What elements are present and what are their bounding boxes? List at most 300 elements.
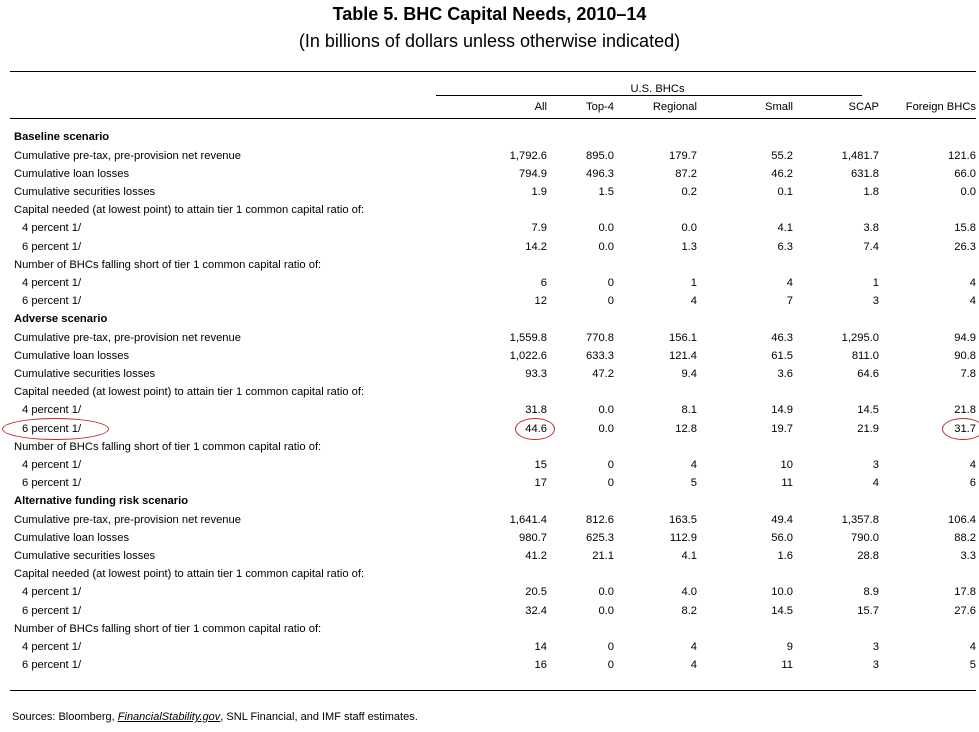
- cell-top-4: [547, 147, 614, 165]
- section-header-row: [10, 310, 976, 328]
- row-label: [10, 456, 436, 474]
- cell-all: [436, 147, 547, 165]
- cell-value: 93.3: [525, 368, 547, 381]
- subheading-row: [10, 201, 976, 219]
- row-label-text: Cumulative loan losses: [14, 167, 130, 180]
- cell-value: 46.2: [771, 167, 793, 180]
- cell-value: 10.0: [771, 586, 793, 599]
- row-label-text: 6 percent 1/: [22, 240, 82, 253]
- cell-foreign-bhcs: [879, 219, 976, 237]
- cell-value: 14.5: [857, 404, 879, 417]
- cell-value: 17: [534, 477, 547, 490]
- cell-value: 56.0: [771, 531, 793, 544]
- cell-top-4: [547, 219, 614, 237]
- cell-top-4: [547, 547, 614, 565]
- cell-top-4: [547, 474, 614, 492]
- cell-value: 7: [786, 295, 793, 308]
- cell-regional: [614, 365, 697, 383]
- subheading-row: [10, 620, 976, 638]
- table-subtitle: (In billions of dollars unless otherwise indicated): [298, 31, 681, 51]
- table-row: [10, 347, 976, 365]
- table-row: [10, 638, 976, 656]
- cell-scap: [793, 638, 879, 656]
- cell-value: 0.0: [960, 186, 976, 199]
- section-header-row: [10, 128, 976, 146]
- cell-value: 106.4: [948, 513, 976, 526]
- cell-value: 4: [872, 477, 879, 490]
- cell-scap: [793, 401, 879, 419]
- row-subheading: Capital needed (at lowest point) to attain tier 1 common capital ratio of:: [14, 568, 365, 581]
- cell-small: [697, 219, 793, 237]
- cell-foreign-bhcs: [879, 583, 976, 601]
- row-label-text: 6 percent 1/: [22, 420, 81, 438]
- table-body: [10, 128, 976, 674]
- sources-footnote: [12, 711, 418, 723]
- cell-top-4: [547, 274, 614, 292]
- column-header: All: [534, 101, 547, 114]
- column-header: Small: [765, 101, 793, 114]
- cell-value: 55.2: [771, 149, 793, 162]
- cell-small: [697, 329, 793, 347]
- cell-scap: [793, 292, 879, 310]
- cell-value: 4.1: [681, 550, 697, 563]
- cell-all: [436, 547, 547, 565]
- row-label: [10, 274, 436, 292]
- cell-top-4: [547, 365, 614, 383]
- cell-value: 811.0: [851, 349, 879, 362]
- cell-value: 87.2: [675, 167, 697, 180]
- cell-value: 1.5: [598, 186, 614, 199]
- cell-value: 14: [534, 641, 547, 654]
- row-label-text: 4 percent 1/: [22, 277, 82, 290]
- capital-needs-table: [10, 80, 976, 675]
- cell-top-4: [547, 656, 614, 674]
- cell-scap: [793, 602, 879, 620]
- row-subheading: Capital needed (at lowest point) to attain tier 1 common capital ratio of:: [14, 386, 365, 399]
- cell-all: [436, 274, 547, 292]
- cell-value: 1,481.7: [841, 149, 879, 162]
- cell-value: 1,295.0: [841, 331, 879, 344]
- cell-value: 812.6: [586, 513, 614, 526]
- row-subheading: Number of BHCs falling short of tier 1 common capital ratio of:: [14, 440, 322, 453]
- cell-value: 0.1: [777, 186, 793, 199]
- cell-value: 12.8: [675, 422, 697, 435]
- cell-scap: [793, 183, 879, 201]
- cell-scap: [793, 656, 879, 674]
- table-row: [10, 365, 976, 383]
- cell-foreign-bhcs: [879, 329, 976, 347]
- sources-prefix: Sources: Bloomberg,: [12, 711, 118, 723]
- cell-top-4: [547, 401, 614, 419]
- cell-value: 15.7: [857, 604, 879, 617]
- cell-regional: [614, 583, 697, 601]
- row-subheading: Number of BHCs falling short of tier 1 common capital ratio of:: [14, 258, 322, 271]
- cell-scap: [793, 529, 879, 547]
- cell-value: 790.0: [851, 531, 879, 544]
- cell-value: 9: [786, 641, 793, 654]
- cell-top-4: [547, 583, 614, 601]
- cell-top-4: [547, 529, 614, 547]
- cell-all: [436, 456, 547, 474]
- cell-scap: [793, 329, 879, 347]
- cell-value: 1,792.6: [509, 149, 547, 162]
- cell-value: 4.1: [777, 222, 793, 235]
- row-label: [10, 292, 436, 310]
- cell-value: 3: [872, 641, 879, 654]
- cell-regional: [614, 547, 697, 565]
- cell-value: 10: [780, 459, 793, 472]
- cell-value: 895.0: [586, 149, 614, 162]
- cell-value: 0: [607, 477, 614, 490]
- cell-value: 14.9: [771, 404, 793, 417]
- cell-value: 44.6: [525, 420, 547, 438]
- row-label: [10, 219, 436, 237]
- table-row: [10, 238, 976, 256]
- cell-value: 20.5: [525, 586, 547, 599]
- cell-foreign-bhcs: [879, 292, 976, 310]
- cell-scap: [793, 547, 879, 565]
- cell-value: 6.3: [777, 240, 793, 253]
- cell-value: 156.1: [669, 331, 697, 344]
- subheading-row: [10, 256, 976, 274]
- cell-small: [697, 292, 793, 310]
- cell-small: [697, 165, 793, 183]
- cell-value: 4: [969, 295, 976, 308]
- cell-foreign-bhcs: [879, 401, 976, 419]
- cell-value: 0.0: [598, 422, 614, 435]
- cell-all: [436, 365, 547, 383]
- cell-value: 0: [607, 459, 614, 472]
- cell-value: 7.4: [863, 240, 879, 253]
- cell-foreign-bhcs: [879, 238, 976, 256]
- row-label-text: 4 percent 1/: [22, 222, 82, 235]
- section-title: Adverse scenario: [14, 313, 108, 326]
- row-label: [10, 183, 436, 201]
- cell-scap: [793, 238, 879, 256]
- cell-foreign-bhcs: [879, 547, 976, 565]
- cell-value: 0.0: [598, 222, 614, 235]
- table-row: [10, 401, 976, 419]
- cell-all: [436, 238, 547, 256]
- cell-value: 1,022.6: [509, 349, 547, 362]
- table-row: [10, 583, 976, 601]
- cell-all: [436, 656, 547, 674]
- cell-scap: [793, 347, 879, 365]
- cell-value: 0.0: [598, 604, 614, 617]
- cell-value: 1,559.8: [509, 331, 547, 344]
- cell-small: [697, 365, 793, 383]
- cell-small: [697, 420, 793, 438]
- cell-value: 31.8: [525, 404, 547, 417]
- column-header-row: [10, 98, 976, 116]
- cell-value: 7.9: [531, 222, 547, 235]
- cell-all: [436, 529, 547, 547]
- cell-regional: [614, 420, 697, 438]
- cell-top-4: [547, 292, 614, 310]
- row-label: [10, 238, 436, 256]
- cell-value: 770.8: [586, 331, 614, 344]
- row-label-text: 6 percent 1/: [22, 659, 82, 672]
- cell-value: 0.0: [598, 586, 614, 599]
- cell-value: 1.3: [681, 240, 697, 253]
- cell-regional: [614, 329, 697, 347]
- row-label-text: Cumulative pre-tax, pre-provision net revenue: [14, 513, 241, 526]
- cell-scap: [793, 583, 879, 601]
- cell-scap: [793, 165, 879, 183]
- cell-value: 0.0: [598, 404, 614, 417]
- cell-all: [436, 602, 547, 620]
- cell-value: 3: [872, 295, 879, 308]
- cell-value: 90.8: [954, 349, 976, 362]
- column-header: Foreign BHCs: [905, 101, 976, 114]
- row-label-text: Cumulative loan losses: [14, 531, 130, 544]
- cell-value: 163.5: [669, 513, 697, 526]
- cell-value: 7.8: [960, 368, 976, 381]
- table-row: [10, 474, 976, 492]
- cell-regional: [614, 274, 697, 292]
- cell-value: 8.1: [681, 404, 697, 417]
- cell-all: [436, 474, 547, 492]
- cell-regional: [614, 347, 697, 365]
- row-label-text: Cumulative pre-tax, pre-provision net revenue: [14, 149, 241, 162]
- cell-scap: [793, 456, 879, 474]
- cell-value: 1: [872, 277, 879, 290]
- cell-value: 4: [969, 641, 976, 654]
- row-label: [10, 583, 436, 601]
- cell-foreign-bhcs: [879, 638, 976, 656]
- row-label: [10, 165, 436, 183]
- table-row: [10, 602, 976, 620]
- cell-value: 9.4: [681, 368, 697, 381]
- cell-scap: [793, 420, 879, 438]
- row-label-text: Cumulative securities losses: [14, 186, 156, 199]
- cell-value: 16: [534, 659, 547, 672]
- cell-value: 15: [534, 459, 547, 472]
- cell-value: 625.3: [586, 531, 614, 544]
- cell-small: [697, 238, 793, 256]
- sources-suffix: , SNL Financial, and IMF staff estimates.: [220, 711, 418, 723]
- row-label-text: 4 percent 1/: [22, 586, 82, 599]
- cell-value: 27.6: [954, 604, 976, 617]
- row-label: [10, 365, 436, 383]
- cell-all: [436, 329, 547, 347]
- row-label: [10, 529, 436, 547]
- cell-small: [697, 274, 793, 292]
- cell-small: [697, 474, 793, 492]
- cell-value: 19.7: [771, 422, 793, 435]
- table-row: [10, 329, 976, 347]
- header-spacer: [10, 116, 976, 128]
- cell-value: 12: [534, 295, 547, 308]
- subheading-row: [10, 565, 976, 583]
- cell-value: 4: [690, 295, 697, 308]
- cell-value: 6: [969, 477, 976, 490]
- cell-value: 0.2: [681, 186, 697, 199]
- cell-value: 4: [969, 459, 976, 472]
- row-label: [10, 656, 436, 674]
- cell-value: 3.3: [960, 550, 976, 563]
- row-label-text: 4 percent 1/: [22, 641, 82, 654]
- cell-value: 88.2: [954, 531, 976, 544]
- cell-scap: [793, 274, 879, 292]
- cell-value: 8.9: [863, 586, 879, 599]
- cell-value: 633.3: [586, 349, 614, 362]
- cell-small: [697, 602, 793, 620]
- row-label-text: 6 percent 1/: [22, 477, 82, 490]
- cell-value: 0.0: [598, 240, 614, 253]
- cell-foreign-bhcs: [879, 183, 976, 201]
- cell-value: 26.3: [954, 240, 976, 253]
- cell-value: 32.4: [525, 604, 547, 617]
- row-label: [10, 329, 436, 347]
- cell-value: 4: [690, 641, 697, 654]
- cell-foreign-bhcs: [879, 420, 976, 438]
- cell-regional: [614, 401, 697, 419]
- cell-value: 496.3: [586, 167, 614, 180]
- cell-small: [697, 511, 793, 529]
- row-label-text: 6 percent 1/: [22, 604, 82, 617]
- cell-top-4: [547, 602, 614, 620]
- cell-value: 0: [607, 659, 614, 672]
- cell-foreign-bhcs: [879, 656, 976, 674]
- cell-value: 14.5: [771, 604, 793, 617]
- cell-top-4: [547, 420, 614, 438]
- table-row: [10, 147, 976, 165]
- bottom-rule: [10, 690, 976, 691]
- cell-regional: [614, 292, 697, 310]
- cell-value: 112.9: [669, 531, 697, 544]
- cell-value: 0: [607, 295, 614, 308]
- cell-regional: [614, 602, 697, 620]
- cell-value: 1,357.8: [841, 513, 879, 526]
- cell-scap: [793, 219, 879, 237]
- table-row: [10, 456, 976, 474]
- section-header-row: [10, 492, 976, 510]
- cell-value: 17.8: [954, 586, 976, 599]
- row-label-text: 4 percent 1/: [22, 459, 82, 472]
- cell-value: 21.8: [954, 404, 976, 417]
- cell-value: 1.6: [777, 550, 793, 563]
- cell-value: 31.7: [954, 420, 976, 438]
- cell-small: [697, 656, 793, 674]
- cell-value: 21.1: [592, 550, 614, 563]
- cell-all: [436, 292, 547, 310]
- cell-small: [697, 583, 793, 601]
- cell-value: 21.9: [857, 422, 879, 435]
- table-row: [10, 165, 976, 183]
- cell-regional: [614, 456, 697, 474]
- cell-value: 121.4: [669, 349, 697, 362]
- row-label: [10, 147, 436, 165]
- financialstability-link[interactable]: FinancialStability.gov: [117, 711, 221, 723]
- row-label-text: Cumulative securities losses: [14, 550, 156, 563]
- cell-value: 121.6: [948, 149, 976, 162]
- row-subheading: Number of BHCs falling short of tier 1 common capital ratio of:: [14, 622, 322, 635]
- cell-value: 61.5: [771, 349, 793, 362]
- cell-scap: [793, 365, 879, 383]
- highlighted-table-row: [10, 420, 976, 438]
- table-title: Table 5. BHC Capital Needs, 2010–14: [332, 4, 647, 24]
- subheading-row: [10, 438, 976, 456]
- cell-foreign-bhcs: [879, 347, 976, 365]
- row-label: [10, 602, 436, 620]
- cell-foreign-bhcs: [879, 165, 976, 183]
- top-rule: [10, 71, 976, 72]
- group-header-us-bhcs: U.S. BHCs: [630, 83, 685, 95]
- cell-top-4: [547, 165, 614, 183]
- table-row: [10, 547, 976, 565]
- cell-value: 8.2: [681, 604, 697, 617]
- row-label-text: Cumulative pre-tax, pre-provision net revenue: [14, 331, 241, 344]
- cell-foreign-bhcs: [879, 365, 976, 383]
- cell-foreign-bhcs: [879, 456, 976, 474]
- cell-top-4: [547, 183, 614, 201]
- cell-foreign-bhcs: [879, 274, 976, 292]
- cell-all: [436, 420, 547, 438]
- row-label: [10, 347, 436, 365]
- section-title: Alternative funding risk scenario: [14, 495, 189, 508]
- cell-foreign-bhcs: [879, 529, 976, 547]
- cell-value: 4: [786, 277, 793, 290]
- table-row: [10, 219, 976, 237]
- cell-value: 0: [607, 641, 614, 654]
- cell-value: 4: [690, 659, 697, 672]
- row-label: [10, 474, 436, 492]
- cell-regional: [614, 238, 697, 256]
- cell-top-4: [547, 238, 614, 256]
- cell-value: 41.2: [525, 550, 547, 563]
- cell-small: [697, 529, 793, 547]
- section-title: Baseline scenario: [14, 131, 110, 144]
- cell-regional: [614, 183, 697, 201]
- cell-value: 179.7: [669, 149, 697, 162]
- table-row: [10, 529, 976, 547]
- row-label: [10, 638, 436, 656]
- cell-value: 49.4: [771, 513, 793, 526]
- cell-regional: [614, 511, 697, 529]
- cell-value: 1,641.4: [509, 513, 547, 526]
- cell-value: 5: [969, 659, 976, 672]
- row-label: [10, 547, 436, 565]
- cell-all: [436, 347, 547, 365]
- cell-scap: [793, 474, 879, 492]
- cell-top-4: [547, 456, 614, 474]
- row-label-text: 4 percent 1/: [22, 404, 82, 417]
- row-label: [10, 511, 436, 529]
- table-row: [10, 511, 976, 529]
- cell-all: [436, 638, 547, 656]
- cell-value: 4: [690, 459, 697, 472]
- cell-value: 6: [540, 277, 547, 290]
- cell-value: 15.8: [954, 222, 976, 235]
- cell-value: 5: [690, 477, 697, 490]
- cell-value: 3: [872, 659, 879, 672]
- cell-small: [697, 456, 793, 474]
- cell-regional: [614, 474, 697, 492]
- cell-regional: [614, 219, 697, 237]
- cell-small: [697, 547, 793, 565]
- cell-all: [436, 511, 547, 529]
- cell-top-4: [547, 329, 614, 347]
- row-label-text: Cumulative loan losses: [14, 349, 130, 362]
- cell-small: [697, 147, 793, 165]
- cell-value: 980.7: [519, 531, 547, 544]
- cell-all: [436, 165, 547, 183]
- cell-value: 64.6: [857, 368, 879, 381]
- cell-value: 28.8: [857, 550, 879, 563]
- cell-scap: [793, 147, 879, 165]
- cell-value: 11: [781, 659, 793, 672]
